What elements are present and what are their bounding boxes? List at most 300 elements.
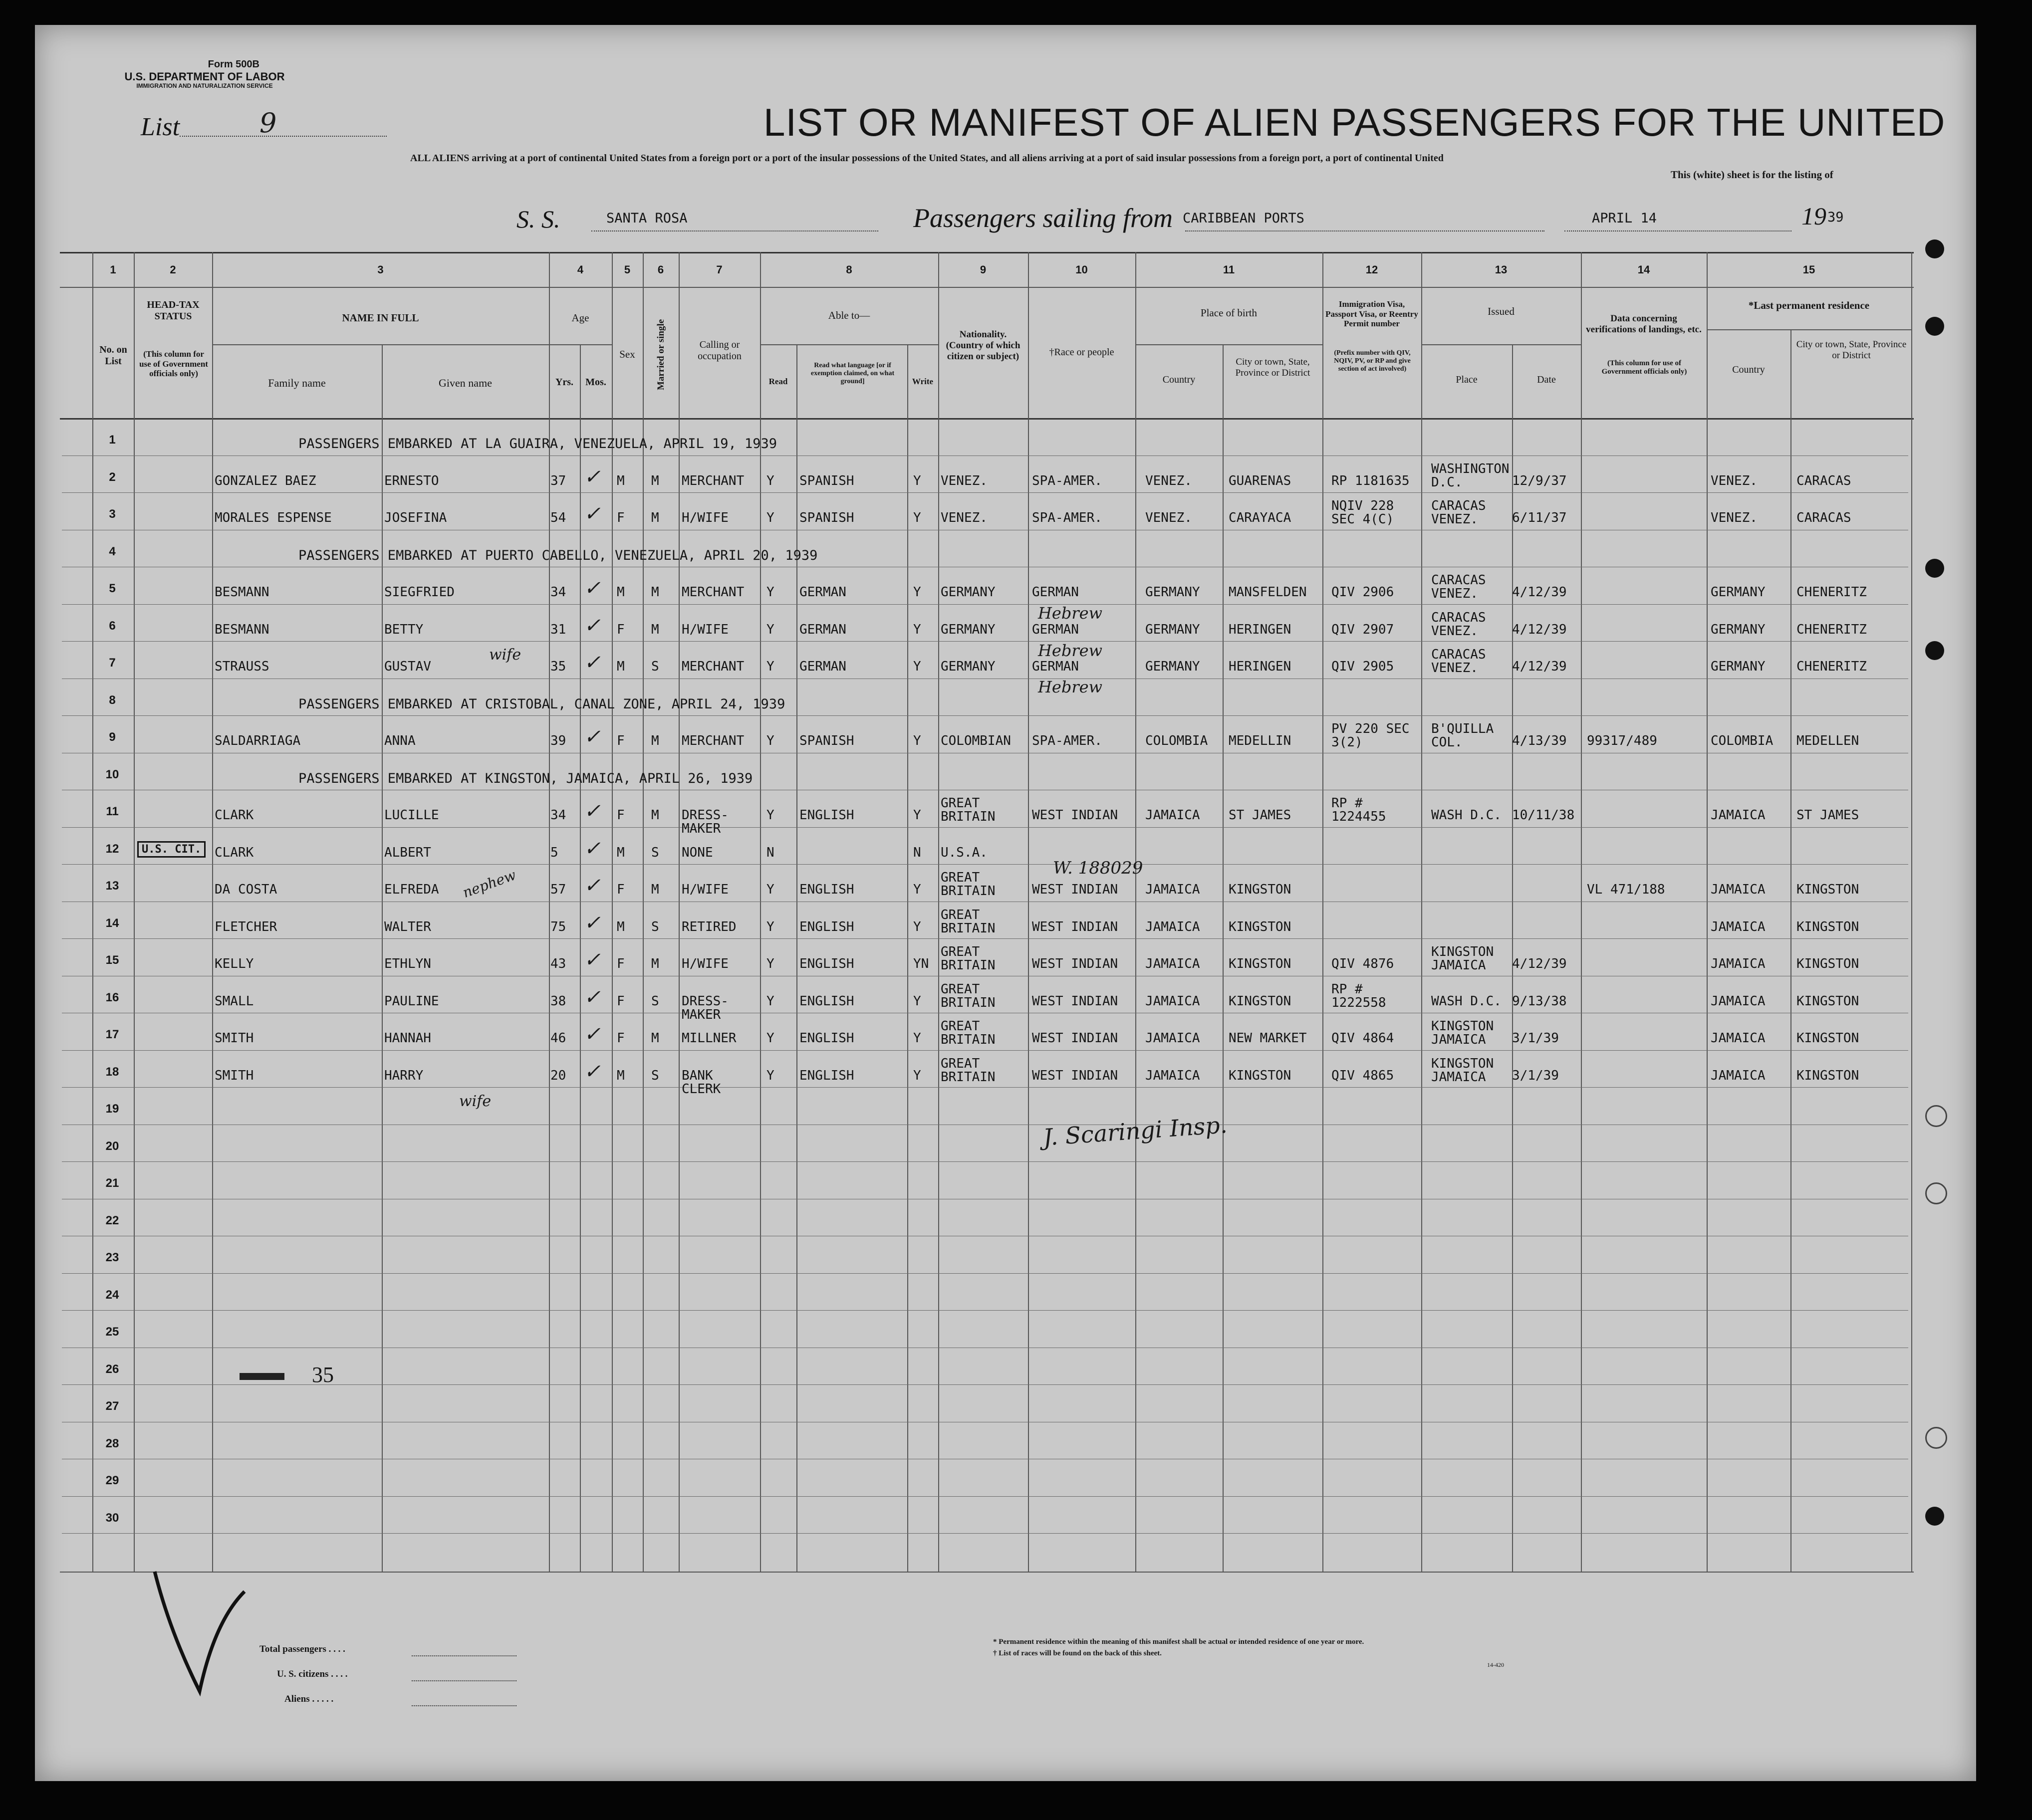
header-verification: Data concerning verifications of landings, etc.: [1586, 313, 1702, 335]
cell-nationality: GREAT BRITAIN: [941, 796, 996, 825]
cell-given: ALBERT: [384, 845, 431, 860]
cell-sex: M: [617, 919, 625, 934]
cell-read: Y: [766, 882, 774, 897]
cell-language: ENGLISH: [799, 1031, 854, 1046]
cell-issue-date: 9/13/38: [1512, 993, 1567, 1009]
check-icon: ✓: [584, 725, 601, 748]
cell-res-country: JAMAICA: [1711, 956, 1766, 971]
cell-res-country: JAMAICA: [1711, 993, 1766, 1009]
row-number: 13: [105, 879, 119, 893]
header-married: Married or single: [656, 319, 667, 390]
cell-read: Y: [766, 993, 774, 1009]
cell-given: LUCILLE: [384, 808, 439, 823]
colnum: 14: [1637, 263, 1650, 276]
cell-res-city: KINGSTON: [1796, 919, 1859, 934]
cell-res-country: GERMANY: [1711, 659, 1766, 674]
cell-issue-place: WASH D.C.: [1431, 808, 1502, 823]
row-number: 23: [105, 1251, 119, 1264]
row-line: [62, 1087, 1908, 1088]
us-citizens-text: U. S. citizens: [277, 1669, 329, 1679]
header-read: Read: [768, 377, 788, 386]
cell-occupation: MERCHANT: [682, 585, 745, 600]
check-icon: ✓: [584, 800, 601, 823]
cell-res-country: VENEZ.: [1711, 473, 1758, 488]
cell-visa: QIV 4864: [1331, 1031, 1394, 1046]
cell-given: HARRY: [384, 1068, 424, 1083]
header-sex: Sex: [619, 348, 635, 360]
section-header: PASSENGERS EMBARKED AT LA GUAIRA, VENEZUELA, APRIL 19, 1939: [298, 436, 777, 452]
form-header: [115, 59, 294, 90]
aliens-line: [412, 1705, 516, 1706]
cell-issue-place: KINGSTON JAMAICA: [1431, 1019, 1494, 1048]
cell-language: ENGLISH: [799, 993, 854, 1009]
cell-write: Y: [913, 882, 921, 897]
table-bottom: [60, 1572, 1914, 1573]
cell-birth-country: GERMANY: [1145, 622, 1200, 637]
cell-sex: M: [617, 585, 625, 600]
row-line: [62, 1384, 1908, 1385]
year-prefix: 19: [1801, 202, 1826, 230]
row-number: 7: [109, 656, 116, 670]
row-number: 6: [109, 619, 116, 633]
cell-given: JOSEFINA: [384, 510, 447, 525]
cell-birth-country: COLOMBIA: [1145, 733, 1208, 748]
cell-occupation: H/WIFE: [682, 510, 729, 525]
row-line: [62, 938, 1908, 939]
col-divider: [1421, 252, 1422, 1572]
cell-marital: M: [651, 733, 659, 748]
cell-issue-date: 4/12/39: [1512, 659, 1567, 674]
cell-age: 5: [550, 845, 558, 860]
us-citizens-label: U. S. citizens . . . .: [277, 1669, 348, 1679]
cell-birth-city: KINGSTON: [1229, 919, 1291, 934]
row-number: 17: [105, 1028, 119, 1041]
header-issue-date: Date: [1537, 374, 1556, 385]
section-header: PASSENGERS EMBARKED AT KINGSTON, JAMAICA, APRIL 26, 1939: [298, 770, 753, 786]
row-number: 14: [105, 916, 119, 930]
col-divider: [92, 252, 93, 1572]
colnum-line: [60, 287, 1914, 288]
stamp-count: 35: [312, 1363, 334, 1387]
cell-nationality: GREAT BRITAIN: [941, 907, 996, 936]
cell-read: Y: [766, 733, 774, 748]
cell-marital: S: [651, 919, 659, 934]
check-icon: ✓: [584, 1060, 601, 1083]
row-number: 18: [105, 1065, 119, 1079]
cell-marital: M: [651, 622, 659, 637]
cell-marital: S: [651, 1068, 659, 1083]
cell-sex: F: [617, 956, 625, 971]
cell-write: Y: [913, 585, 921, 600]
cell-sex: M: [617, 1068, 625, 1083]
handwritten-hebrew: Hebrew: [1038, 604, 1102, 623]
row-number: 4: [109, 544, 116, 558]
col-divider: [1581, 252, 1582, 1572]
cell-write: Y: [913, 1068, 921, 1083]
manifest-sheet: [35, 25, 1976, 1781]
cell-issue-place: CARACAS VENEZ.: [1431, 647, 1486, 676]
cell-res-country: VENEZ.: [1711, 510, 1758, 525]
cell-age: 57: [550, 882, 566, 897]
cell-race: WEST INDIAN: [1032, 993, 1118, 1009]
cell-occupation: MERCHANT: [682, 733, 745, 748]
cell-write: Y: [913, 808, 921, 823]
col-divider: [134, 252, 135, 1572]
cell-visa: QIV 4876: [1331, 956, 1394, 971]
row-line: [62, 1533, 1908, 1534]
row-line: [62, 1273, 1908, 1274]
cell-res-city: ST JAMES: [1796, 808, 1859, 823]
row-line: [62, 1050, 1908, 1051]
col-divider: [1707, 252, 1708, 1572]
row-number: 8: [109, 693, 116, 707]
cell-res-country: JAMAICA: [1711, 808, 1766, 823]
cell-birth-country: JAMAICA: [1145, 882, 1200, 897]
cell-language: ENGLISH: [799, 956, 854, 971]
cell-occupation: H/WIFE: [682, 882, 729, 897]
row-line: [62, 1496, 1908, 1497]
cell-res-city: KINGSTON: [1796, 956, 1859, 971]
cell-birth-city: CARAYACA: [1229, 510, 1291, 525]
header-head-tax-note: (This column for use of Government officials only): [139, 349, 208, 379]
cell-language: GERMAN: [799, 622, 846, 637]
cell-given: BETTY: [384, 622, 424, 637]
row-number: 21: [105, 1176, 119, 1190]
cell-sex: F: [617, 882, 625, 897]
cell-nationality: GERMANY: [941, 622, 996, 637]
cell-res-city: CHENERITZ: [1796, 585, 1867, 600]
cell-age: 20: [550, 1068, 566, 1083]
cell-birth-city: KINGSTON: [1229, 993, 1291, 1009]
header-family-name: Family name: [268, 377, 326, 389]
cell-res-country: JAMAICA: [1711, 1031, 1766, 1046]
cell-marital: S: [651, 845, 659, 860]
cell-given: GUSTAV: [384, 659, 431, 674]
subheader-line: [1707, 329, 1911, 330]
cell-marital: M: [651, 882, 659, 897]
list-label: List: [141, 113, 180, 141]
row-line: [62, 827, 1908, 828]
footnote-code: 14-420: [1487, 1661, 1504, 1668]
row-line: [62, 455, 1908, 456]
cell-write: Y: [913, 510, 921, 525]
header-race: †Race or people: [1049, 347, 1114, 358]
col-divider: [1911, 252, 1912, 1572]
cell-nationality: VENEZ.: [941, 473, 988, 488]
cell-birth-city: MANSFELDEN: [1229, 585, 1307, 600]
cell-age: 46: [550, 1031, 566, 1046]
cell-write: Y: [913, 919, 921, 934]
cell-visa: RP # 1222558: [1331, 981, 1386, 1010]
handwritten-certificate: W. 188029: [1053, 858, 1143, 878]
cell-write: Y: [913, 473, 921, 488]
cell-race: GERMAN: [1032, 622, 1079, 637]
cell-res-country: GERMANY: [1711, 622, 1766, 637]
cell-visa: RP # 1224455: [1331, 796, 1386, 825]
cell-birth-country: JAMAICA: [1145, 919, 1200, 934]
cell-issue-date: 4/13/39: [1512, 733, 1567, 748]
cell-issue-date: 12/9/37: [1512, 473, 1567, 488]
cell-occupation: H/WIFE: [682, 956, 729, 971]
check-mark: [140, 1562, 259, 1706]
cell-birth-city: MEDELLIN: [1229, 733, 1291, 748]
cell-age: 39: [550, 733, 566, 748]
check-icon: ✓: [584, 577, 601, 600]
handwritten-wife: wife: [489, 646, 521, 664]
form-number: Form 500B: [208, 59, 259, 70]
cell-given: ETHLYN: [384, 956, 431, 971]
cell-issue-date: 4/12/39: [1512, 585, 1567, 600]
row-number: 3: [109, 507, 116, 521]
header-mos: Mos.: [585, 377, 606, 388]
cell-occupation: H/WIFE: [682, 622, 729, 637]
cell-family: CLARK: [215, 845, 254, 860]
row-number: 28: [105, 1436, 119, 1450]
cell-marital: M: [651, 808, 659, 823]
cell-birth-city: KINGSTON: [1229, 956, 1291, 971]
cell-visa: QIV 4865: [1331, 1068, 1394, 1083]
cell-issue-date: 6/11/37: [1512, 510, 1567, 525]
header-res-country: Country: [1732, 364, 1765, 375]
col-divider: [907, 344, 908, 1572]
cell-family: KELLY: [215, 956, 254, 971]
sailing-from: CARIBBEAN PORTS: [1183, 211, 1304, 226]
list-number: 9: [259, 107, 277, 139]
binder-hole: [1925, 317, 1944, 336]
cell-birth-city: NEW MARKET: [1229, 1031, 1307, 1046]
cell-issue-date: 3/1/39: [1512, 1068, 1559, 1083]
cell-birth-city: GUARENAS: [1229, 473, 1291, 488]
row-line: [62, 715, 1908, 716]
cell-birth-country: JAMAICA: [1145, 993, 1200, 1009]
binder-hole: [1925, 1427, 1947, 1449]
colnum: 3: [377, 263, 384, 276]
row-number: 10: [105, 767, 119, 781]
cell-nationality: GREAT BRITAIN: [941, 944, 996, 973]
cell-nationality: U.S.A.: [941, 845, 988, 860]
cell-age: 43: [550, 956, 566, 971]
cell-language: SPANISH: [799, 733, 854, 748]
cell-visa: QIV 2906: [1331, 585, 1394, 600]
check-icon: ✓: [584, 948, 601, 971]
cell-status: U.S. CIT.: [137, 841, 206, 858]
cell-birth-country: JAMAICA: [1145, 808, 1200, 823]
cell-visa: PV 220 SEC 3(2): [1331, 721, 1410, 750]
cell-nationality: GREAT BRITAIN: [941, 1019, 996, 1048]
cell-issue-place: WASH D.C.: [1431, 993, 1502, 1009]
cell-res-country: GERMANY: [1711, 585, 1766, 600]
colnum: 6: [657, 263, 664, 276]
header-place-of-birth: Place of birth: [1200, 307, 1258, 319]
row-number: 19: [105, 1102, 119, 1116]
row-number: 24: [105, 1288, 119, 1302]
cell-issue-date: 4/12/39: [1512, 956, 1567, 971]
stamp-mark: [240, 1373, 284, 1380]
cell-write: YN: [913, 956, 929, 971]
cell-res-city: CHENERITZ: [1796, 659, 1867, 674]
header-visa-note: (Prefix number with QIV, NQIV, PV, or RP and give section of act involved): [1334, 349, 1411, 373]
cell-res-country: COLOMBIA: [1711, 733, 1774, 748]
cell-nationality: GERMANY: [941, 585, 996, 600]
cell-birth-city: KINGSTON: [1229, 1068, 1291, 1083]
cell-read: Y: [766, 473, 774, 488]
cell-write: Y: [913, 659, 921, 674]
check-icon: ✓: [584, 1023, 601, 1046]
cell-family: SALDARRIAGA: [215, 733, 301, 748]
cell-res-city: CARACAS: [1796, 510, 1851, 525]
row-line: [62, 604, 1908, 605]
cell-given: SIEGFRIED: [384, 585, 455, 600]
cell-marital: M: [651, 585, 659, 600]
cell-race: WEST INDIAN: [1032, 919, 1118, 934]
cell-family: SMALL: [215, 993, 254, 1009]
aliens-label: Aliens . . . . .: [284, 1694, 334, 1704]
check-icon: ✓: [584, 651, 601, 674]
cell-birth-city: HERINGEN: [1229, 659, 1291, 674]
header-birth-country: Country: [1162, 374, 1196, 385]
cell-race: SPA-AMER.: [1032, 473, 1102, 488]
header-able-to: Able to—: [828, 309, 870, 321]
cell-age: 35: [550, 659, 566, 674]
cell-age: 54: [550, 510, 566, 525]
header-no-on-list: No. on List: [99, 344, 127, 367]
from-underline: [1185, 230, 1544, 231]
colnum: 5: [624, 263, 631, 276]
subheader-line: [212, 344, 549, 345]
header-res-city: City or town, State, Province or District: [1796, 339, 1907, 361]
cell-given: WALTER: [384, 919, 431, 934]
cell-race: WEST INDIAN: [1032, 808, 1118, 823]
cell-sex: M: [617, 845, 625, 860]
cell-read: Y: [766, 919, 774, 934]
cell-read: Y: [766, 1031, 774, 1046]
subheader-line: [760, 344, 938, 345]
binder-hole: [1925, 1507, 1944, 1526]
cell-language: GERMAN: [799, 585, 846, 600]
cell-occupation: BANK CLERK: [682, 1068, 721, 1097]
cell-marital: M: [651, 510, 659, 525]
row-number: 5: [109, 582, 116, 595]
cell-family: STRAUSS: [215, 659, 269, 674]
inspector-signature: J. Scaringi Insp.: [1042, 1111, 1228, 1151]
subheader-line: [1135, 344, 1322, 345]
date-underline: [1564, 230, 1791, 231]
row-number: 12: [105, 842, 119, 856]
cell-marital: S: [651, 993, 659, 1009]
sailing-label: Passengers sailing from: [913, 203, 1173, 233]
row-number: 16: [105, 990, 119, 1004]
cell-birth-city: KINGSTON: [1229, 882, 1291, 897]
footnote-races: † List of races will be found on the back of this sheet.: [993, 1649, 1162, 1657]
cell-family: SMITH: [215, 1068, 254, 1083]
header-issued: Issued: [1488, 305, 1515, 317]
row-number: 2: [109, 470, 116, 484]
colnum: 12: [1365, 263, 1378, 276]
cell-read: Y: [766, 585, 774, 600]
check-icon: ✓: [584, 465, 601, 488]
service-name: IMMIGRATION AND NATURALIZATION SERVICE: [136, 82, 273, 90]
cell-read: N: [766, 845, 774, 860]
cell-occupation: RETIRED: [682, 919, 737, 934]
cell-age: 34: [550, 808, 566, 823]
col-divider: [382, 344, 383, 1572]
cell-sex: F: [617, 1031, 625, 1046]
table-top: [60, 252, 1914, 253]
footnote-residence: * Permanent residence within the meaning of this manifest shall be actual or intended residence of one year or more.: [993, 1638, 1364, 1646]
cell-race: GERMAN: [1032, 585, 1079, 600]
cell-sex: F: [617, 510, 625, 525]
row-number: 30: [105, 1511, 119, 1525]
cell-marital: M: [651, 473, 659, 488]
handwritten-nephew: nephew: [460, 866, 518, 902]
row-number: 29: [105, 1474, 119, 1487]
row-number: 26: [105, 1362, 119, 1376]
row-number: 11: [106, 805, 119, 818]
cell-given: ERNESTO: [384, 473, 439, 488]
cell-family: BESMANN: [215, 622, 269, 637]
cell-occupation: MERCHANT: [682, 659, 745, 674]
subheader-line: [1421, 344, 1581, 345]
year-suffix: 39: [1827, 210, 1844, 225]
col-divider: [1135, 252, 1136, 1572]
cell-family: FLETCHER: [215, 919, 277, 934]
row-number: 25: [105, 1325, 119, 1339]
cell-res-country: JAMAICA: [1711, 882, 1766, 897]
col-divider: [212, 252, 213, 1572]
colnum: 13: [1495, 263, 1508, 276]
cell-sex: M: [617, 659, 625, 674]
cell-age: 34: [550, 585, 566, 600]
cell-race: WEST INDIAN: [1032, 1068, 1118, 1083]
cell-write: Y: [913, 622, 921, 637]
col-divider: [1790, 329, 1791, 1572]
cell-nationality: GERMANY: [941, 659, 996, 674]
cell-res-city: CARACAS: [1796, 473, 1851, 488]
binder-hole: [1925, 239, 1944, 258]
colnum: 8: [846, 263, 852, 276]
colnum: 15: [1802, 263, 1815, 276]
cell-issue-place: WASHINGTON D.C.: [1431, 461, 1510, 490]
cell-visa: RP 1181635: [1331, 473, 1410, 488]
cell-nationality: GREAT BRITAIN: [941, 1056, 996, 1085]
cell-read: Y: [766, 808, 774, 823]
col-divider: [938, 252, 939, 1572]
row-line: [62, 492, 1908, 493]
cell-race: SPA-AMER.: [1032, 733, 1102, 748]
total-line: [412, 1655, 516, 1656]
header-birth-city: City or town, State, Province or District: [1235, 357, 1310, 378]
handwritten-wife: wife: [459, 1093, 492, 1110]
row-number: 1: [109, 433, 116, 447]
cell-birth-country: JAMAICA: [1145, 1031, 1200, 1046]
binder-hole: [1925, 1182, 1947, 1204]
cell-age: 38: [550, 993, 566, 1009]
cell-given: HANNAH: [384, 1031, 431, 1046]
cell-birth-country: GERMANY: [1145, 585, 1200, 600]
cell-res-city: KINGSTON: [1796, 882, 1859, 897]
cell-language: ENGLISH: [799, 919, 854, 934]
check-icon: ✓: [584, 985, 601, 1009]
cell-family: BESMANN: [215, 585, 269, 600]
cell-sex: F: [617, 808, 625, 823]
header-read-language: Read what language [or if exemption claimed, on what ground]: [810, 362, 895, 386]
header-bottom: [60, 418, 1914, 420]
cell-res-country: JAMAICA: [1711, 919, 1766, 934]
binder-hole: [1925, 1105, 1947, 1127]
colnum: 1: [110, 263, 116, 276]
sailing-date: APRIL 14: [1592, 211, 1657, 226]
colnum: 4: [577, 263, 584, 276]
